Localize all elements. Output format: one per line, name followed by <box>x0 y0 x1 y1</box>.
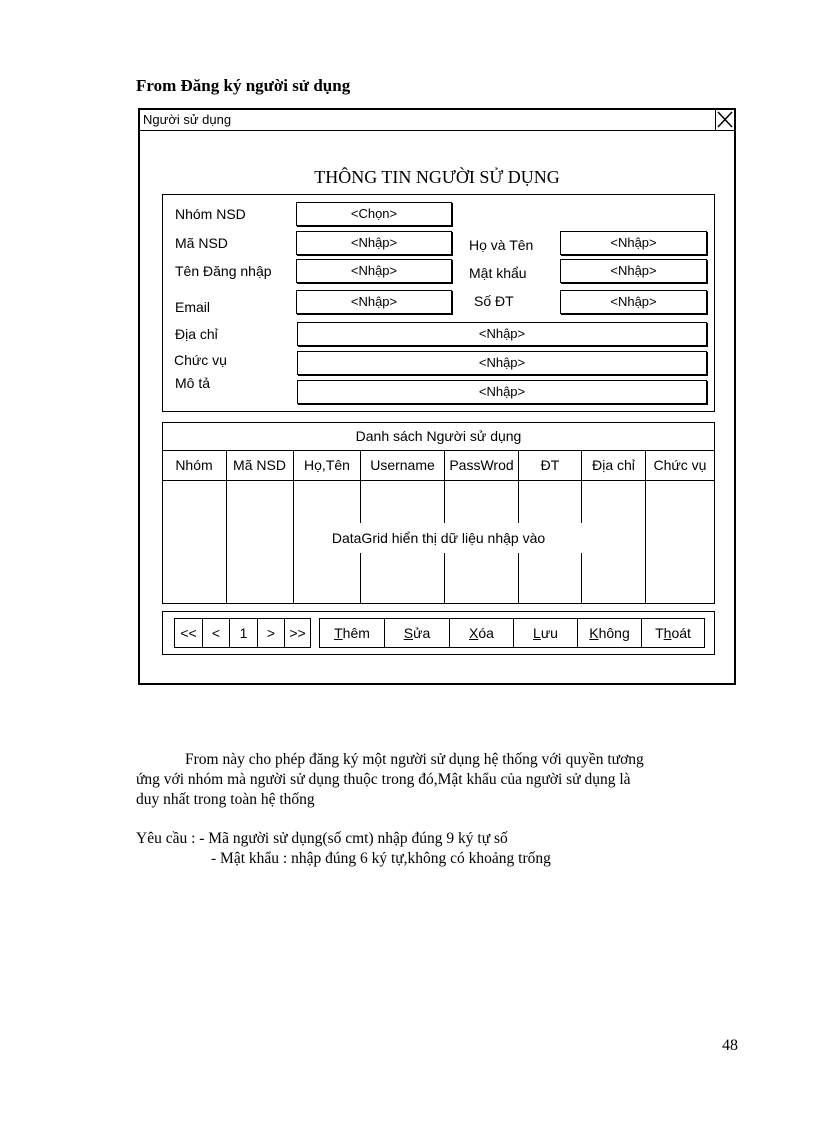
paragraph-line-3: duy nhất trong toàn hệ thống <box>136 791 315 808</box>
col-header-ho-ten[interactable]: Họ,Tên <box>304 457 350 473</box>
thoat-prefix: T <box>655 625 664 641</box>
section-heading: From Đăng ký người sử dụng <box>136 76 351 95</box>
sua-label: ửa <box>413 625 431 641</box>
chuc-vu-input[interactable]: <Nhập> <box>297 351 707 375</box>
xoa-label: óa <box>478 625 494 641</box>
label-so-dt: Số ĐT <box>474 293 514 309</box>
khong-label: hông <box>598 625 630 641</box>
them-accel: T <box>334 625 343 641</box>
ma-nsd-input[interactable]: <Nhập> <box>296 231 452 255</box>
mat-khau-input[interactable]: <Nhập> <box>560 259 707 283</box>
label-ho-ten: Họ và Tên <box>469 237 534 253</box>
khong-accel: K <box>589 625 599 641</box>
grid-title: Danh sách Người sử dụng <box>163 423 714 451</box>
grid-placeholder: DataGrid hiển thị dữ liệu nhập vào <box>331 530 546 546</box>
so-dt-input[interactable]: <Nhập> <box>560 290 707 314</box>
col-divider <box>444 553 445 603</box>
requirement-line-2: - Mật khẩu : nhập đúng 6 ký tự,không có khoảng trống <box>211 850 551 867</box>
col-header-dt[interactable]: ĐT <box>540 457 560 473</box>
user-datagrid <box>162 422 715 604</box>
ten-dang-nhap-input[interactable]: <Nhập> <box>296 259 452 283</box>
user-form-window <box>138 108 736 685</box>
page-number: 48 <box>722 1037 738 1054</box>
dia-chi-input[interactable]: <Nhập> <box>297 322 707 346</box>
them-label: hêm <box>342 625 370 641</box>
col-divider <box>444 451 445 523</box>
col-header-chuc-vu[interactable]: Chức vụ <box>653 457 707 473</box>
label-ten-dang-nhap: Tên Đăng nhập <box>175 263 272 279</box>
next-page-button[interactable]: > <box>257 618 285 648</box>
label-email: Email <box>175 299 211 315</box>
col-divider <box>518 553 519 603</box>
page-number-box[interactable]: 1 <box>229 618 258 648</box>
close-button[interactable] <box>715 110 734 130</box>
sua-button[interactable] <box>384 618 450 648</box>
thoat-accel: h <box>663 625 672 641</box>
col-header-dia-chi[interactable]: Địa chỉ <box>592 457 635 473</box>
form-title: THÔNG TIN NGƯỜI SỬ DỤNG <box>314 167 560 187</box>
paragraph-line-1: From này cho phép đăng ký một người sử dụng hệ thống với quyền tương <box>185 751 644 768</box>
requirement-line-1: Yêu cầu : - Mã người sử dụng(số cmt) nhập đúng 9 ký tự số <box>136 830 508 847</box>
close-icon <box>716 110 734 129</box>
ho-ten-input[interactable]: <Nhập> <box>560 231 707 255</box>
window-titlebar <box>140 110 734 131</box>
grid-header-row <box>163 451 714 481</box>
label-ma-nsd: Mã NSD <box>175 235 228 251</box>
xoa-accel: X <box>469 625 479 641</box>
window-title: Người sử dụng <box>143 112 232 127</box>
col-header-username[interactable]: Username <box>370 457 435 473</box>
label-chuc-vu: Chức vụ <box>174 352 227 368</box>
col-divider <box>360 553 361 603</box>
label-mo-ta: Mô tả <box>175 375 211 391</box>
col-divider <box>226 451 227 603</box>
thoat-button[interactable] <box>641 618 705 648</box>
mo-ta-input[interactable]: <Nhập> <box>297 380 707 404</box>
col-divider <box>581 553 582 603</box>
col-header-nhom[interactable]: Nhóm <box>175 457 213 473</box>
xoa-button[interactable] <box>449 618 514 648</box>
luu-label: ưu <box>540 625 558 641</box>
paragraph-line-2: ứng với nhóm mà người sử dụng thuộc trong đó,Mật khẩu của người sử dụng là <box>136 771 631 788</box>
col-divider <box>518 451 519 523</box>
first-page-button[interactable]: << <box>174 618 203 648</box>
thoat-label: oát <box>671 625 691 641</box>
col-divider <box>293 451 294 603</box>
prev-page-button[interactable]: < <box>202 618 230 648</box>
col-divider <box>645 451 646 603</box>
khong-button[interactable] <box>577 618 642 648</box>
nhom-nsd-select[interactable]: <Chọn> <box>296 202 452 226</box>
label-nhom-nsd: Nhóm NSD <box>175 206 246 222</box>
col-divider <box>581 451 582 523</box>
luu-accel: L <box>533 625 541 641</box>
label-dia-chi: Địa chỉ <box>175 326 218 342</box>
luu-button[interactable] <box>513 618 578 648</box>
col-divider <box>360 451 361 523</box>
them-button[interactable] <box>319 618 385 648</box>
email-input[interactable]: <Nhập> <box>296 290 452 314</box>
col-header-ma-nsd[interactable]: Mã NSD <box>233 457 286 473</box>
col-header-password[interactable]: PassWrod <box>449 457 514 473</box>
user-info-panel <box>162 194 715 412</box>
nav-action-bar <box>162 611 715 655</box>
sua-accel: S <box>403 625 414 641</box>
label-mat-khau: Mật khẩu <box>469 265 527 281</box>
last-page-button[interactable]: >> <box>284 618 311 648</box>
